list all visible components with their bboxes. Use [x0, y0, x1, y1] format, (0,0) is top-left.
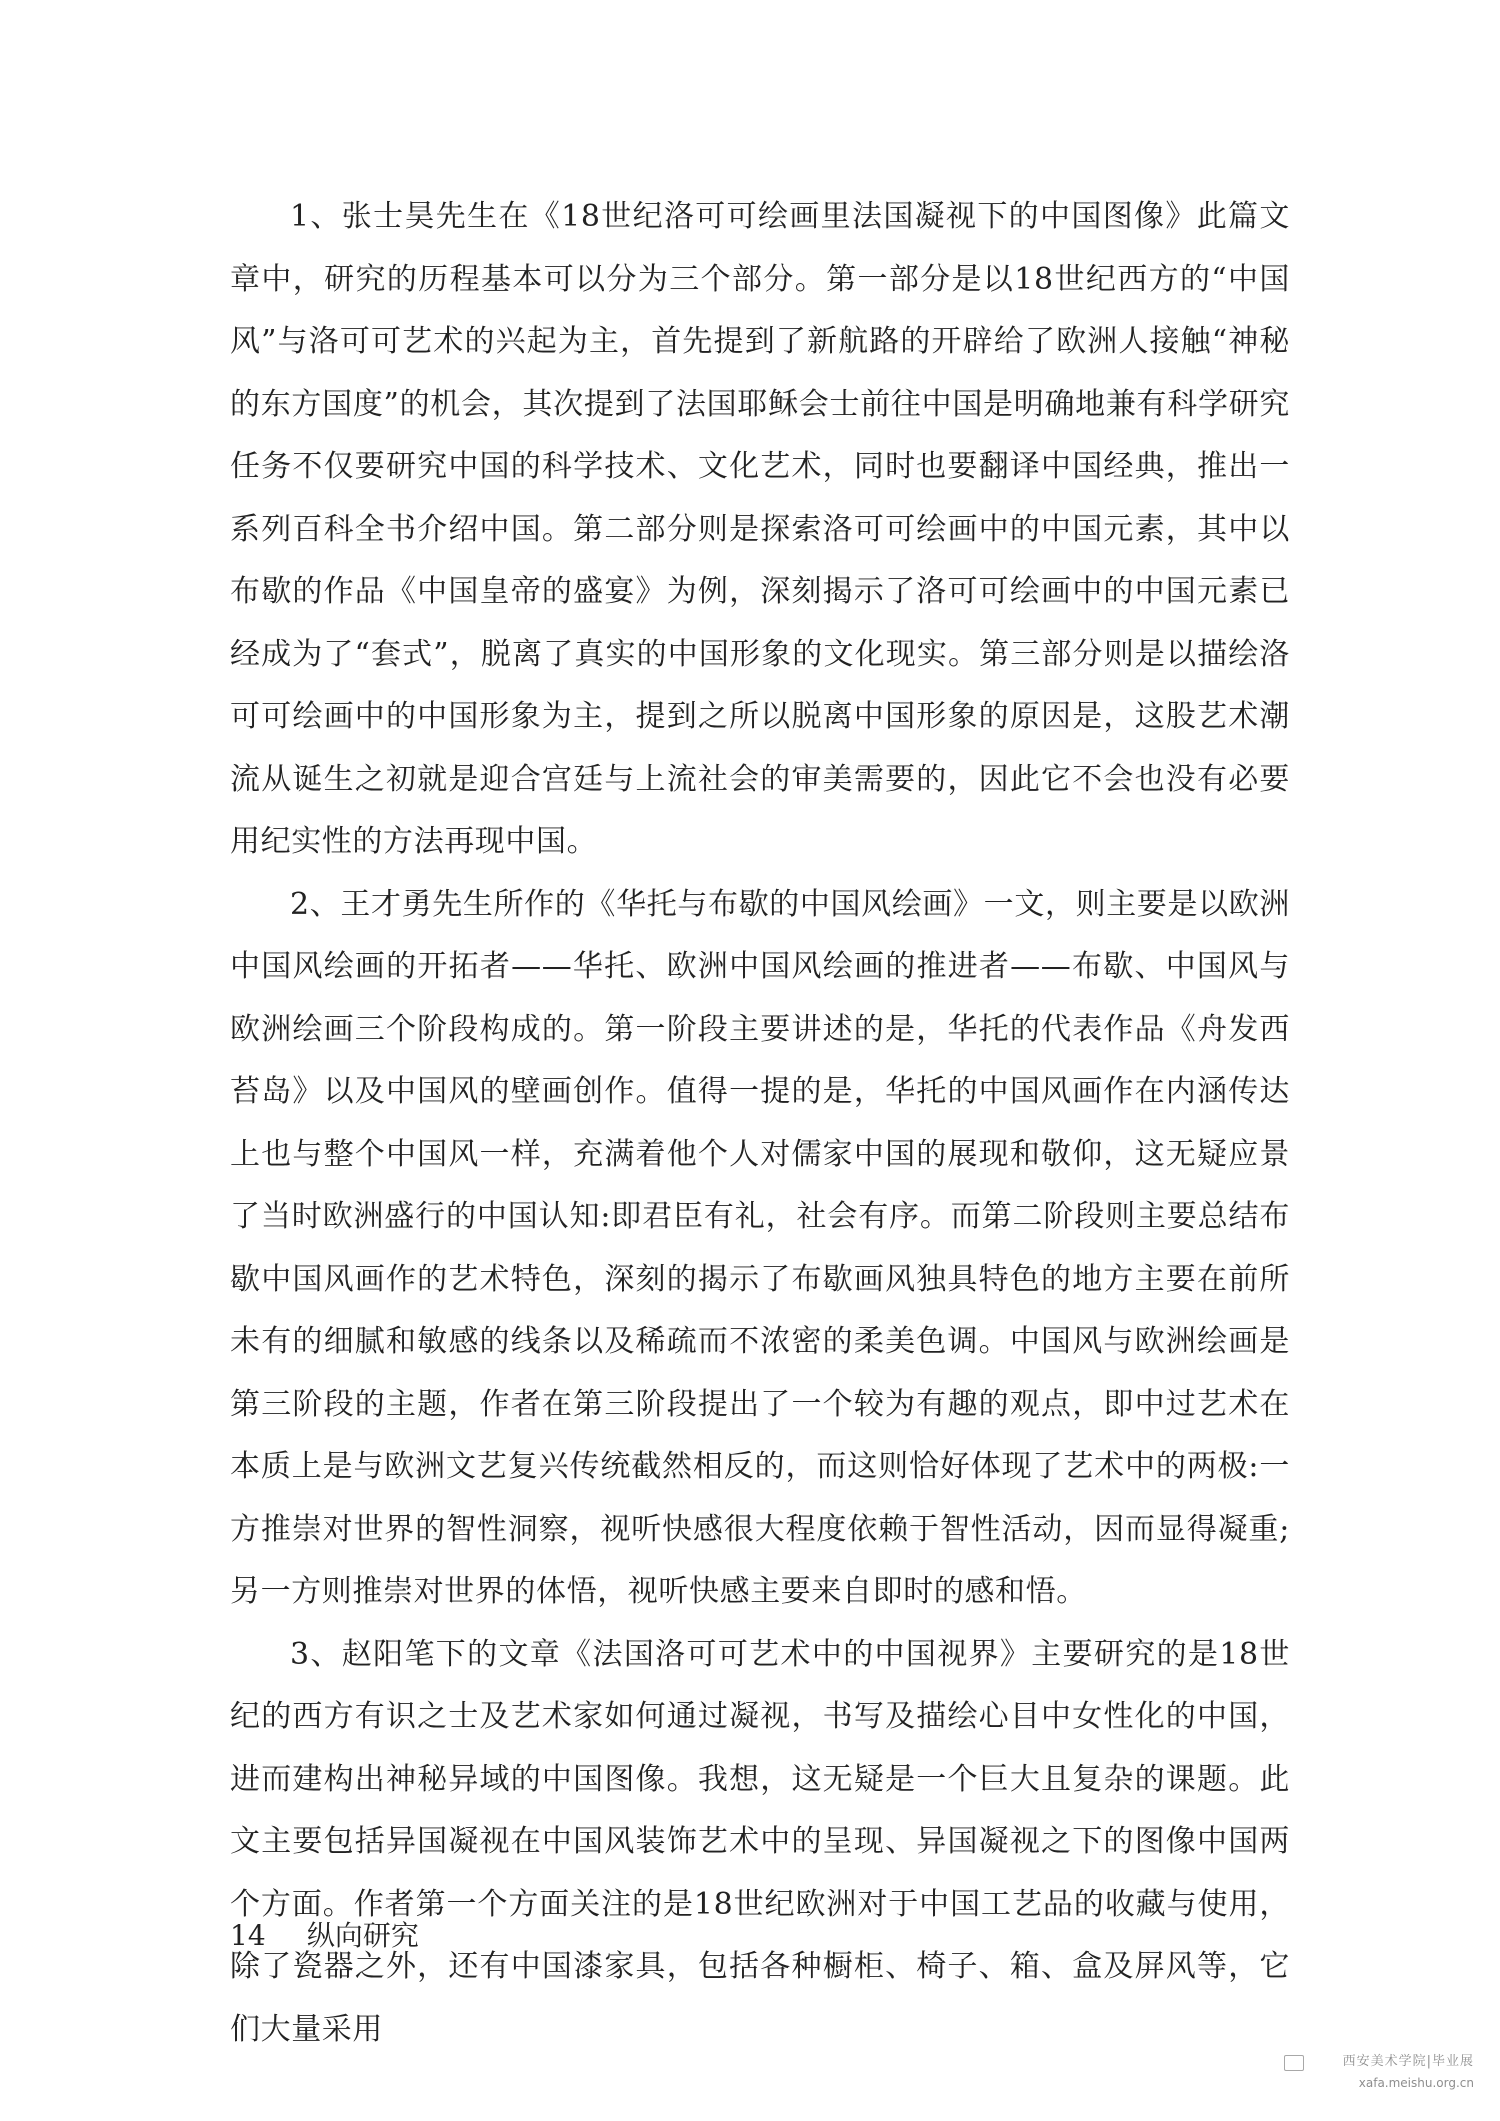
- paragraph-2: 2、王才勇先生所作的《华托与布歇的中国风绘画》一文，则主要是以欧洲中国风绘画的开拓者——华托、欧洲中国风绘画的推进者——布歇、中国风与欧洲绘画三个阶段构成的。第一阶段主要讲述的是，华托的代表作品《舟发西苔岛》以及中国风的壁画创作。值得一提的是，华托的中国风画作在内涵传达上也与整个中国风一样，充满着他个人对儒家中国的展现和敬仰，这无疑应景了当时欧洲盛行的中国认知:即君臣有礼，社会有序。而第二阶段则主要总结布歇中国风画作的艺术特色，深刻的揭示了布歇画风独具特色的地方主要在前所未有的细腻和敏感的线条以及稀疏而不浓密的柔美色调。中国风与欧洲绘画是第三阶段的主题，作者在第三阶段提出了一个较为有趣的观点，即中过艺术在本质上是与欧洲文艺复兴传统截然相反的，而这则恰好体现了艺术中的两极:一方推崇对世界的智性洞察，视听快感很大程度依赖于智性活动，因而显得凝重;另一方则推崇对世界的体悟，视听快感主要来自即时的感和悟。: [230, 886, 1290, 1609]
- watermark-logo-icon: [1284, 2055, 1304, 2071]
- paragraph-1: 1、张士昊先生在《18世纪洛可可绘画里法国凝视下的中国图像》此篇文章中，研究的历程基本可以分为三个部分。第一部分是以18世纪西方的“中国风”与洛可可艺术的兴起为主，首先提到了新航路的开辟给了欧洲人接触“神秘的东方国度”的机会，其次提到了法国耶稣会士前往中国是明确地兼有科学研究任务不仅要研究中国的科学技术、文化艺术，同时也要翻译中国经典，推出一系列百科全书介绍中国。第二部分则是探索洛可可绘画中的中国元素，其中以布歇的作品《中国皇帝的盛宴》为例，深刻揭示了洛可可绘画中的中国元素已经成为了“套式”，脱离了真实的中国形象的文化现实。第三部分则是以描绘洛可可绘画中的中国形象为主，提到之所以脱离中国形象的原因是，这股艺术潮流从诞生之初就是迎合宫廷与上流社会的审美需要的，因此它不会也没有必要用纪实性的方法再现中国。: [230, 199, 1290, 859]
- body-text: [230, 186, 1290, 2061]
- watermark-text: 西安美术学院|毕业展: [1342, 2054, 1474, 2069]
- page-footer: [230, 1918, 419, 1954]
- page-number: 14: [230, 1919, 266, 1952]
- paragraph-3: 3、赵阳笔下的文章《法国洛可可艺术中的中国视界》主要研究的是18世纪的西方有识之士及艺术家如何通过凝视，书写及描绘心目中女性化的中国，进而建构出神秘异域的中国图像。我想，这无疑是一个巨大且复杂的课题。此文主要包括异国凝视在中国风装饰艺术中的呈现、异国凝视之下的图像中国两个方面。作者第一个方面关注的是18世纪欧洲对于中国工艺品的收藏与使用，除了瓷器之外，还有中国漆家具，包括各种橱柜、椅子、箱、盒及屏风等，它们大量采用: [230, 1636, 1290, 2047]
- watermark: [1274, 2053, 1474, 2099]
- section-title: 纵向研究: [306, 1919, 419, 1952]
- watermark-url: xafa.meishu.org.cn: [1358, 2076, 1474, 2090]
